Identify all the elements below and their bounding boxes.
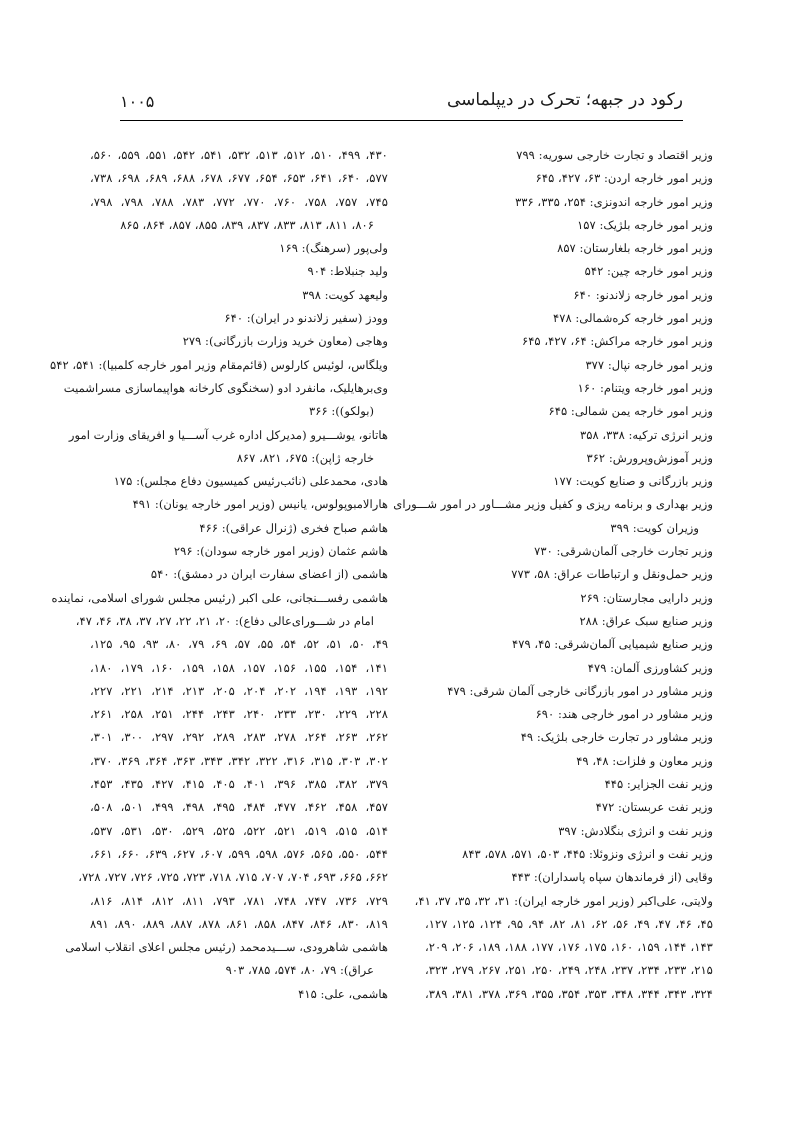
index-entry-line: ۸۰۶، ۸۱۱، ۸۱۳، ۸۳۳، ۸۳۷، ۸۳۹، ۸۵۵، ۸۵۷، ۸۶۴، ۸۶۵: [120, 217, 374, 232]
index-entry-line: وزیر امور خارجه کره‌شمالی: ۴۷۸: [553, 311, 713, 326]
index-entry-line: هاتانو، یوشـــیرو (مدیرکل اداره غرب آســـیا و افریقای وزارت امور: [68, 427, 388, 442]
index-entry-line: ۷۴۵، ۷۵۷، ۷۵۸، ۷۶۰، ۷۷۰، ۷۷۲، ۷۸۳، ۷۸۸، ۷۹۸، ۷۹۸،: [90, 194, 388, 209]
index-column-right: [393, 144, 713, 1006]
index-entry-line: ۴۵۷، ۴۵۸، ۴۶۲، ۴۷۷، ۴۸۴، ۴۹۵، ۴۹۸، ۴۹۹، ۵۰۱، ۵۰۸،: [90, 800, 388, 815]
page-header: [120, 90, 683, 120]
index-entry-line: وزیر امور خارجه بلغارستان: ۸۵۷: [557, 241, 713, 256]
index-entry-line: ۸۱۹، ۸۳۰، ۸۴۶، ۸۴۷، ۸۵۸، ۸۶۱، ۸۷۸، ۸۸۷، ۸۸۹، ۸۹۰، ۸۹۱: [90, 916, 388, 931]
index-entry-line: ۱۴۱، ۱۵۴، ۱۵۵، ۱۵۶، ۱۵۷، ۱۵۸، ۱۵۹، ۱۶۰، ۱۷۹، ۱۸۰،: [90, 660, 388, 675]
index-entry-line: وزیر امور خارجه مراکش: ۶۴، ۴۲۷، ۶۴۵: [521, 334, 713, 349]
index-entry-line: وزیر نفت الجزایر: ۴۴۵: [604, 777, 713, 792]
index-entry-line: ۲۲۸، ۲۲۹، ۲۳۰، ۲۳۳، ۲۴۰، ۲۴۳، ۲۴۴، ۲۵۱، ۲۵۸، ۲۶۱،: [90, 707, 388, 722]
index-entry-line: وی‌برهایلیک، مانفرد ادو (سخنگوی کارخانه هواپیماسازی مسراشمیت: [63, 380, 388, 395]
index-entry-line: وزیر حمل‌ونقل و ارتباطات عراق: ۵۸، ۷۷۳: [511, 567, 713, 582]
index-entry-line: وزیر صنایع شیمیایی آلمان‌شرقی: ۴۵، ۴۷۹: [512, 637, 713, 652]
index-entry-line: وزیر نفت و انرژی بنگلادش: ۳۹۷: [558, 823, 713, 838]
index-entry-line: ۲۶۲، ۲۶۳، ۲۶۴، ۲۷۸، ۲۸۳، ۲۸۹، ۲۹۲، ۲۹۷، ۳۰۰، ۳۰۱،: [90, 730, 388, 745]
index-entry-line: ۲۱۵، ۲۳۳، ۲۳۴، ۲۳۷، ۲۴۸، ۲۴۹، ۲۵۰، ۲۵۱، ۲۶۷، ۲۷۹، ۳۲۳،: [425, 963, 713, 978]
index-entry-line: خارجه ژاپن): ۶۷۵، ۸۲۱، ۸۶۷: [236, 450, 374, 465]
index-entry-line: ۵۱۴، ۵۱۵، ۵۱۹، ۵۲۱، ۵۲۲، ۵۲۵، ۵۲۹، ۵۳۰، ۵۳۱، ۵۳۷،: [90, 823, 388, 838]
index-entry-line: وزیر امور خارجه اردن: ۶۳، ۴۲۷، ۶۴۵: [535, 171, 713, 186]
index-entry-line: وزیر انرژی ترکیه: ۳۳۸، ۳۵۸: [580, 427, 713, 442]
index-entry-line: وزیر امور خارجه زلاندنو: ۶۴۰: [573, 287, 713, 302]
running-title: رکود در جبهه؛ تحرک در دیپلماسی: [446, 90, 683, 110]
index-entry-line: وزیر دارایی مجارستان: ۲۶۹: [580, 590, 713, 605]
index-entry-line: وزیر مشاور در تجارت خارجی بلژیک: ۴۹: [520, 730, 713, 745]
index-entry-line: وزیر بهداری و برنامه ریزی و کفیل وزیر مشـــاور در امور شـــورای: [393, 497, 713, 512]
index-entry-line: ۱۹۲، ۱۹۳، ۱۹۴، ۲۰۲، ۲۰۴، ۲۰۵، ۲۱۳، ۲۱۴، ۲۲۱، ۲۲۷،: [90, 683, 388, 698]
index-entry-line: ۵۴۴، ۵۵۰، ۵۶۵، ۵۷۶، ۵۹۸، ۵۹۹، ۶۰۷، ۶۲۷، ۶۳۹، ۶۶۰، ۶۶۱،: [90, 846, 388, 861]
index-entry-line: امام در شـــورای‌عالی دفاع): ۲۰، ۲۱، ۲۲، ۲۷، ۳۷، ۳۸، ۴۶، ۴۷،: [75, 613, 374, 628]
index-entry-line: وزیر آموزش‌وپرورش: ۳۶۲: [586, 450, 713, 465]
index-entry-line: وزیر امور خارجه اندونزی: ۲۵۴، ۳۳۵، ۳۳۶: [515, 194, 713, 209]
index-entry-line: وزیر امور خارجه چین: ۵۴۲: [584, 264, 713, 279]
index-entry-line: هاشم عثمان (وزیر امور خارجه سودان): ۲۹۶: [173, 544, 388, 559]
index-entry-line: ۶۶۲، ۶۶۵، ۶۹۳، ۷۰۴، ۷۰۷، ۷۱۵، ۷۱۸، ۷۲۳، ۷۲۵، ۷۲۶، ۷۲۷، ۷۲۸،: [78, 870, 388, 885]
index-entry-line: ولی‌پور (سرهنگ): ۱۶۹: [279, 241, 388, 256]
page-number: ۱۰۰۵: [120, 92, 155, 111]
index-entry-line: ۴۳۰، ۴۹۹، ۵۱۰، ۵۱۲، ۵۱۳، ۵۳۲، ۵۴۱، ۵۴۲، ۵۵۱، ۵۵۹، ۵۶۰،: [90, 148, 388, 162]
index-entry-line: وزیر تجارت خارجی آلمان‌شرقی: ۷۳۰: [534, 544, 713, 559]
index-entry-line: هاشمی (از اعضای سفارت ایران در دمشق): ۵۴۰: [150, 567, 388, 582]
index-entry-line: وزیر صنایع سبک عراق: ۲۸۸: [579, 613, 713, 628]
index-entry-line: وزیر بازرگانی و صنایع کویت: ۱۷۷: [553, 474, 713, 489]
index-entry-line: ۳۰۲، ۳۰۳، ۳۱۵، ۳۱۶، ۳۲۲، ۳۴۲، ۳۴۳، ۳۶۳، ۳۶۴، ۳۶۹، ۳۷۰،: [90, 753, 388, 768]
index-entry-line: ولیعهد کویت: ۳۹۸: [302, 287, 388, 302]
index-entry-line: وزیر کشاورزی آلمان: ۴۷۹: [587, 660, 713, 675]
index-entry-line: وزیر امور خارجه بلژیک: ۱۵۷: [577, 217, 713, 232]
index-entry-line: وزیر امور خارجه ویتنام: ۱۶۰: [577, 380, 713, 395]
index-entry-line: هاشمی، علی: ۴۱۵: [298, 986, 388, 1001]
index-entry-line: هارالامبوپولوس، یانیس (وزیر امور خارجه یونان): ۴۹۱: [132, 497, 388, 512]
index-entry-line: ۱۴۳، ۱۴۴، ۱۵۹، ۱۶۰، ۱۷۵، ۱۷۶، ۱۷۷، ۱۸۸، ۱۸۹، ۲۰۶، ۲۰۹،: [425, 940, 713, 955]
index-entry-line: ۳۲۴، ۳۴۳، ۳۴۴، ۳۴۸، ۳۵۳، ۳۵۴، ۳۵۵، ۳۶۹، ۳۷۸، ۳۸۱، ۳۸۹،: [425, 986, 713, 1001]
index-entry-line: هاشم صباح فخری (ژنرال عراقی): ۴۶۶: [199, 520, 388, 535]
index-entry-line: ولایتی، علی‌اکبر (وزیر امور خارجه ایران): ۳۱، ۳۲، ۳۵، ۳۷، ۴۱،: [414, 893, 713, 908]
index-entry-line: ۵۷۷، ۶۴۰، ۶۴۱، ۶۵۳، ۶۵۴، ۶۷۷، ۶۷۸، ۶۸۸، ۶۸۹، ۶۹۸، ۷۳۸،: [90, 171, 388, 186]
index-entry-line: ویلگاس، لوئیس کارلوس (قائم‌مقام وزیر امور خارجه کلمبیا): ۵۴۱، ۵۴۲: [49, 357, 388, 372]
index-column-left: [49, 144, 389, 1006]
index-entry-line: (بولکو)): ۳۶۶: [309, 404, 374, 419]
index-entry-line: هاشمی شاهرودی، ســـیدمحمد (رئیس مجلس اعلای انقلاب اسلامی: [65, 940, 388, 955]
index-entry-line: وزیران کویت: ۳۹۹: [610, 520, 699, 535]
index-entry-line: ولید جنبلاط: ۹۰۴: [307, 264, 388, 279]
index-entry-line: ۴۵، ۴۶، ۴۷، ۴۹، ۵۶، ۶۲، ۸۱، ۸۲، ۹۴، ۹۵، ۱۲۴، ۱۲۵، ۱۲۷،: [425, 916, 713, 931]
index-entry-line: عراق): ۷۹، ۸۰، ۵۷۴، ۷۸۵، ۹۰۳: [225, 963, 374, 978]
index-entry-line: وزیر اقتصاد و تجارت خارجی سوریه: ۷۹۹: [516, 148, 713, 162]
index-entry-line: ۷۲۹، ۷۳۶، ۷۴۷، ۷۴۸، ۷۸۱، ۷۹۳، ۸۱۱، ۸۱۲، ۸۱۴، ۸۱۶،: [90, 893, 388, 908]
index-entry-line: وزیر معاون و فلزات: ۴۸، ۴۹: [576, 753, 713, 768]
index-entry-line: وزیر امور خارجه یمن شمالی: ۶۴۵: [548, 404, 713, 419]
index-entry-line: ۴۹، ۵۰، ۵۱، ۵۲، ۵۴، ۵۵، ۵۷، ۶۹، ۷۹، ۸۰، ۹۳، ۹۵، ۱۲۵،: [90, 637, 389, 652]
index-entry-line: وزیر نفت عربستان: ۴۷۲: [595, 800, 713, 815]
index-entry-line: وزیر مشاور در امور خارجی هند: ۶۹۰: [535, 707, 713, 722]
index-entry-line: وهاجی (معاون خرید وزارت بازرگانی): ۲۷۹: [182, 334, 388, 349]
index-entry-line: وزیر نفت و انرژی ونزوئلا: ۴۴۵، ۵۰۳، ۵۷۱، ۵۷۸، ۸۴۳: [462, 846, 713, 861]
header-rule: [120, 120, 683, 121]
index-entry-line: هاشمی رفســـنجانی، علی اکبر (رئیس مجلس شورای اسلامی، نماینده: [51, 590, 388, 605]
index-entry-line: وزیر امور خارجه نپال: ۳۷۷: [585, 357, 713, 372]
index-entry-line: وزیر مشاور در امور بازرگانی خارجی آلمان شرقی: ۴۷۹: [447, 683, 713, 698]
index-entry-line: وودز (سفیر زلاندنو در ایران): ۶۴۰: [224, 311, 388, 326]
index-entry-line: وقایی (از فرماندهان سپاه پاسداران): ۴۴۳: [511, 870, 713, 885]
index-entry-line: هادی، محمدعلی (نائب‌رئیس کمیسیون دفاع مجلس): ۱۷۵: [113, 474, 388, 489]
index-entry-line: ۳۷۹، ۳۸۲، ۳۸۵، ۳۹۶، ۴۰۱، ۴۰۵، ۴۱۵، ۴۲۷، ۴۳۵، ۴۵۳،: [90, 777, 388, 792]
